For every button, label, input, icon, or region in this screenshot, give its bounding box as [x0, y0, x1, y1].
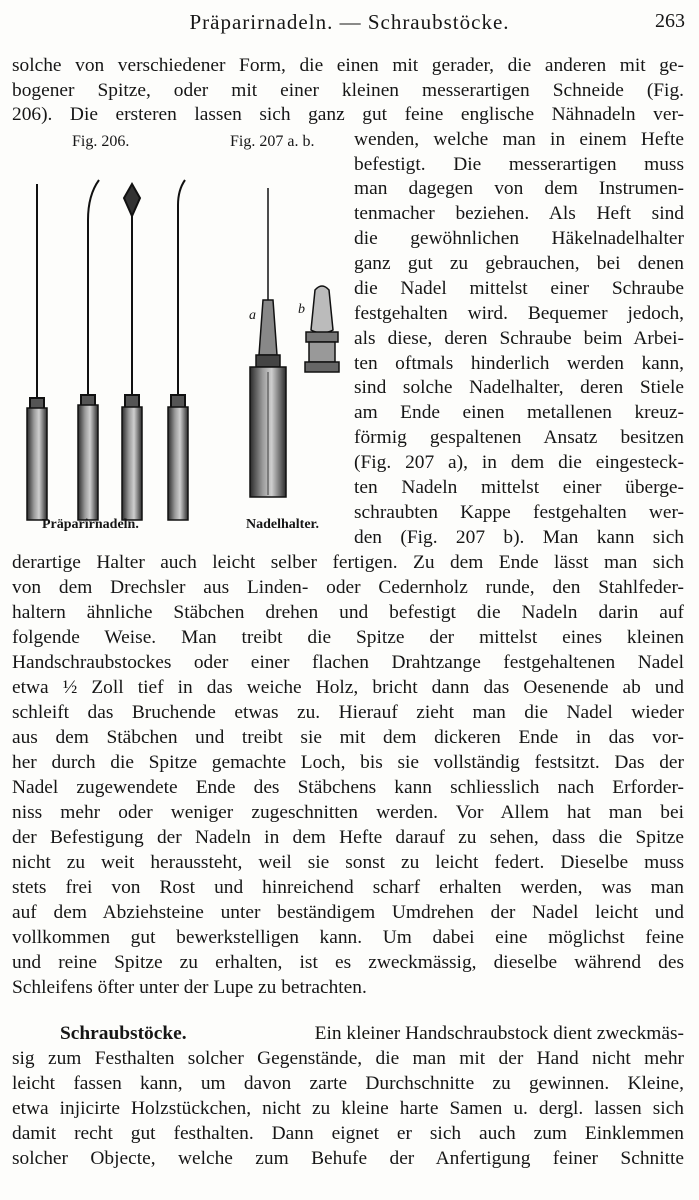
- text-line: und reine Spitze zu erhalten, ist es zweckmässig, dieselbe während des: [12, 952, 684, 973]
- text-line: tenmacher beziehen. Als Heft sind: [354, 203, 684, 224]
- text-line: her durch die Spitze gemachte Loch, bis sie vollständig festsitzt. Das der: [12, 752, 684, 773]
- text-line: als diese, deren Schraube beim Arbei-: [354, 328, 684, 349]
- text-line: folgende Weise. Man treibt die Spitze der mittelst eines kleinen: [12, 627, 684, 648]
- text-line: niss mehr oder weniger zugeschnitten werden. Vor Allem hat man bei: [12, 802, 684, 823]
- text-line: ten oftmals hinderlich werden kann,: [354, 353, 684, 374]
- text-line: befestigt. Die messerartigen muss: [354, 154, 684, 175]
- text-line: damit recht gut festhalten. Dann eignet er sich auch zum Einklemmen: [12, 1123, 684, 1144]
- text-line: den (Fig. 207 b). Man kann sich: [354, 527, 684, 548]
- figure-206-label: Fig. 206.: [72, 133, 130, 150]
- needle-holder-a: [250, 188, 286, 497]
- figure-label-a: a: [249, 308, 256, 323]
- text-line: sind solche Nadelhalter, deren Stiele: [354, 377, 684, 398]
- text-line: haltern ähnliche Stäbchen drehen und befestigt die Nadeln darin auf: [12, 602, 684, 623]
- text-line: Nadel zugewendete Ende des Stäbchens kann schliesslich nach Erforder-: [12, 777, 684, 798]
- text-line: schraubten Kappe festgehalten wer-: [354, 502, 684, 523]
- figure-207-label: Fig. 207 a. b.: [230, 133, 315, 150]
- text-line: nicht zu weit heraussteht, weil sie sonst zu leicht federt. Dieselbe muss: [12, 852, 684, 873]
- text-line: am Ende einen metallenen kreuz-: [354, 402, 684, 423]
- text-line: solche von verschiedener Form, die einen mit gerader, die anderen mit ge-: [12, 55, 684, 76]
- needle-figures: [0, 150, 350, 530]
- caption-needle-holder: Nadelhalter.: [246, 517, 319, 532]
- needle-holder-cap-b: [305, 286, 339, 372]
- text-line: solcher Objecte, welche zum Behufe der Anfertigung feiner Schnitte: [12, 1148, 684, 1169]
- dissecting-needle-straight: [27, 184, 47, 520]
- text-line: 206). Die ersteren lassen sich ganz gut feine englische Nähnadeln ver-: [12, 104, 684, 125]
- text-line: der Befestigung der Nadeln in dem Hefte darauf zu sehen, dass die Spitze: [12, 827, 684, 848]
- text-line: auf dem Abziehsteine unter beständigem Umdrehen der Nadel leicht und: [12, 902, 684, 923]
- figure-label-b: b: [298, 302, 305, 317]
- text-line: stets frei von Rost und hinreichend scharf erhalten werden, was man: [12, 877, 684, 898]
- dissecting-needle-lancet: [122, 184, 142, 520]
- text-line: Handschraubstockes oder einer flachen Drahtzange festgehaltenen Nadel: [12, 652, 684, 673]
- text-line: bogener Spitze, oder mit einer kleinen messerartigen Schneide (Fig.: [12, 80, 684, 101]
- text-line: Ein kleiner Handschraubstock dient zweckmäs-: [314, 1023, 684, 1044]
- page-number: 263: [655, 10, 685, 32]
- text-line: von dem Drechsler aus Linden- oder Cedernholz runde, den Stahlfeder-: [12, 577, 684, 598]
- text-line: wenden, welche man in einem Hefte: [354, 129, 684, 150]
- text-line: schleift das Bruchende etwas zu. Hierauf zieht man die Nadel wieder: [12, 702, 684, 723]
- text-line: leicht fassen kann, um davon zarte Durchschnitte zu gewinnen. Kleine,: [12, 1073, 684, 1094]
- text-line: man dagegen von dem Instrumen-: [354, 178, 684, 199]
- text-line: sig zum Festhalten solcher Gegenstände, die man mit der Hand nicht mehr: [12, 1048, 684, 1069]
- text-line: förmig gespaltenen Ansatz besitzen: [354, 427, 684, 448]
- text-line: die Nadel mittelst einer Schraube: [354, 278, 684, 299]
- caption-dissecting-needles: Präparirnadeln.: [42, 517, 139, 532]
- running-title: Präparirnadeln. — Schraubstöcke.: [189, 10, 510, 34]
- text-line: (Fig. 207 a), in dem die eingesteck-: [354, 452, 684, 473]
- text-line: ten Nadeln mittelst einer überge-: [354, 477, 684, 498]
- text-line: aus dem Stäbchen und treibt sie mit dem dickeren Ende in das vor-: [12, 727, 684, 748]
- section-heading: Schraubstöcke.: [60, 1023, 187, 1044]
- text-line: etwa injicirte Holzstückchen, nicht zu kleine harte Samen u. dergl. lassen sich: [12, 1098, 684, 1119]
- text-line: ganz gut zu gebrauchen, bei denen: [354, 253, 684, 274]
- text-line: derartige Halter auch leicht selber fertigen. Zu dem Ende lässt man sich: [12, 552, 684, 573]
- page-header: [0, 8, 699, 36]
- section-first-line: [60, 1022, 684, 1046]
- text-line: Schleifens öfter unter der Lupe zu betrachten.: [12, 977, 367, 998]
- text-line: etwa ½ Zoll tief in das weiche Holz, bricht dann das Oesenende ab und: [12, 677, 684, 698]
- dissecting-needle-hooked: [168, 180, 188, 520]
- dissecting-needle-bent: [78, 180, 99, 520]
- text-line: vollkommen gut bewerkstelligen kann. Um dabei eine möglichst feine: [12, 927, 684, 948]
- text-line: die gewöhnlichen Häkelnadelhalter: [354, 228, 684, 249]
- text-line: festgehalten wird. Bequemer jedoch,: [354, 303, 684, 324]
